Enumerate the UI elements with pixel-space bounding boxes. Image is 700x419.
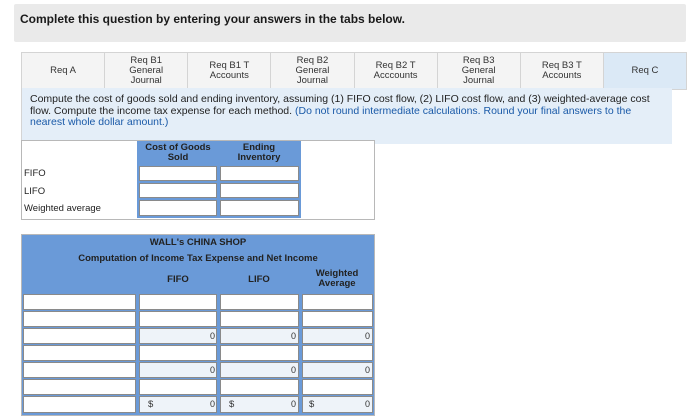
tab-req-a[interactable]: Req A [22,53,105,89]
table1-col-cogs: Cost of Goods Sold [145,142,211,163]
lifo-row2-input[interactable] [220,311,299,327]
lifo-row1-input[interactable] [220,294,299,310]
table2-company-name: WALL's CHINA SHOP [149,237,247,248]
row-label-lifo: LIFO [24,186,46,197]
tab-req-b3-t-accounts[interactable]: Req B3 T Accounts [521,53,604,89]
fifo-row4-input[interactable] [139,345,217,361]
tab-req-b2-general-journal[interactable]: Req B2 General Journal [271,53,354,89]
fifo-row3-zero: 0 [209,331,215,341]
fifo-row7-zero: 0 [209,399,215,409]
fifo-cogs-input[interactable] [139,166,217,181]
row3-label-input[interactable] [23,328,136,344]
row-label-fifo: FIFO [24,168,46,179]
row1-label-input[interactable] [23,294,136,310]
instructions [21,88,672,144]
tab-req-b1-t-accounts[interactable]: Req B1 T Accounts [188,53,271,89]
wa-row7-zero: 0 [364,399,370,409]
wa-row1-input[interactable] [302,294,373,310]
fifo-row7-dollar: $ [148,399,154,410]
fifo-row1-input[interactable] [139,294,217,310]
lifo-row5-zero: 0 [290,365,296,375]
tab-req-b3-general-journal[interactable]: Req B3 General Journal [438,53,521,89]
wa-row2-input[interactable] [302,311,373,327]
row4-label-input[interactable] [23,345,136,361]
tab-req-c[interactable]: Req C [604,53,686,89]
wa-row5-zero: 0 [364,365,370,375]
lifo-cogs-input[interactable] [139,183,217,198]
table1-col-ending-inventory: Ending Inventory [237,142,281,163]
table2-subtitle: Computation of Income Tax Expense and Net Income [78,253,318,264]
table2-col-weighted-average: Weighted Average [315,268,359,289]
wa-row7-dollar: $ [309,399,315,410]
lifo-row3-zero: 0 [290,331,296,341]
lifo-row7-zero: 0 [290,399,296,409]
row6-label-input[interactable] [23,379,136,395]
fifo-row6-input[interactable] [139,379,217,395]
table2-col-fifo: FIFO [167,274,189,285]
wa-row4-input[interactable] [302,345,373,361]
row5-label-input[interactable] [23,362,136,378]
lifo-ending-inventory-input[interactable] [220,183,299,198]
instructions-note: (Do not round intermediate calculations. Round your final answers to the nearest whole dollar amount.) [30,104,632,128]
fifo-ending-inventory-input[interactable] [220,166,299,181]
fifo-row2-input[interactable] [139,311,217,327]
requirement-tabs [21,52,687,90]
weighted-average-ending-inventory-input[interactable] [220,200,299,216]
weighted-average-cogs-input[interactable] [139,200,217,216]
lifo-row7-dollar: $ [229,399,235,410]
lifo-row4-input[interactable] [220,345,299,361]
table2-col-lifo: LIFO [248,274,270,285]
wa-row3-zero: 0 [364,331,370,341]
fifo-row5-zero: 0 [209,365,215,375]
wa-row6-input[interactable] [302,379,373,395]
question-title: Complete this question by entering your answers in the tabs below. [20,12,405,26]
row-label-weighted-average: Weighted average [24,203,101,214]
tab-req-b2-t-accounts[interactable]: Req B2 T Acccounts [355,53,438,89]
instructions-text: Compute the cost of goods sold and ending inventory, assuming (1) FIFO cost flow, (2) LIFO cost flow, and (3) weighted-average cost flow. Compute the income tax expense for each method. [30,93,650,117]
tab-req-b1-general-journal[interactable]: Req B1 General Journal [105,53,188,89]
lifo-row6-input[interactable] [220,379,299,395]
row7-label-input[interactable] [23,396,136,413]
row2-label-input[interactable] [23,311,136,327]
